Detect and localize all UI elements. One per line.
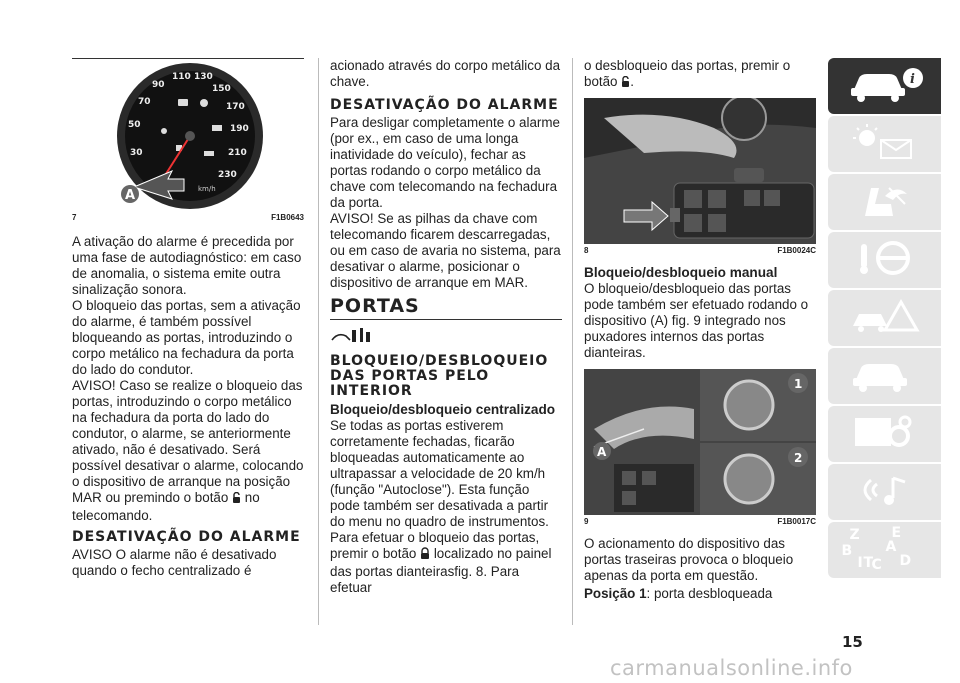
tab-maintenance[interactable]	[828, 348, 941, 404]
tab-index[interactable]	[828, 522, 941, 578]
tab-safety[interactable]	[828, 174, 941, 230]
watermark: carmanualsonline.info	[610, 656, 853, 680]
paragraph: Se todas as portas estiverem corretamente fechadas, ficarão bloqueadas automaticamente ao ultrapassar a velocidade de 20 km/h (função "Autoclose"). Esta função pode também ser desativada a partir do menu no quadro de instrumentos.	[330, 418, 549, 529]
subsection-heading: Bloqueio/desbloqueio centralizado	[330, 402, 556, 417]
figure-7-speedometer	[72, 59, 304, 211]
section-heading: DESATIVAÇÃO DO ALARME	[72, 529, 301, 545]
figure-number: 7	[72, 213, 77, 222]
paragraph: o desbloqueio das portas, premir o botão .	[584, 58, 816, 92]
chapter-tab-sidebar	[828, 58, 941, 580]
paragraph: A ativação do alarme é precedida por uma fase de autodiagnóstico: em caso de anomalia, o sistema emite outra sinalização sonora.	[72, 234, 302, 297]
heading-rule	[330, 319, 562, 320]
door-lock-symbol-icon	[330, 326, 562, 348]
speedo-tick-label: 70	[138, 97, 151, 107]
figure-number: 8	[584, 246, 589, 255]
figure-code: F1B0024C	[777, 246, 816, 255]
speedo-tick-label: 190	[230, 124, 249, 134]
speedo-tick-label: 170	[226, 102, 245, 112]
column-2	[330, 58, 562, 596]
speedo-tick-label: 230	[218, 170, 237, 180]
figure-code: F1B0017C	[777, 517, 816, 526]
speedo-tick-label: 50	[128, 120, 141, 130]
speedo-tick-label: 150	[212, 84, 231, 94]
warning-lights-icon	[845, 122, 925, 167]
section-heading: BLOQUEIO/DESBLOQUEIO DAS PORTAS PELO INTERIOR	[330, 353, 549, 399]
paragraph: O bloqueio/desbloqueio das portas pode também ser efetuado rodando o dispositivo (A) fig. 9 integrado nos puxadores internos das portas dianteiras.	[584, 281, 809, 360]
section-heading: DESATIVAÇÃO DO ALARME	[330, 97, 559, 113]
paragraph: AVISO! Se as pilhas da chave com telecomando ficarem descarregadas, ou em caso de avaria no sistema, para desativar o alarme, posicionar o dispositivo de arranque em MAR.	[330, 211, 561, 290]
figure-7-caption	[72, 213, 304, 222]
unlock-key-icon	[232, 492, 241, 508]
steering-key-icon	[845, 238, 925, 283]
page-number: 15	[842, 633, 863, 651]
airbag-seat-icon	[845, 180, 925, 225]
column-1	[72, 58, 304, 579]
speedo-tick-label: 90	[152, 80, 165, 90]
figure-label-2: 2	[794, 451, 803, 465]
paragraph: Posição 1: porta desbloqueada	[584, 586, 773, 601]
figure-code: F1B0643	[271, 213, 304, 222]
settings-gears-icon	[845, 412, 925, 457]
figure-label-a: A	[597, 445, 607, 459]
chapter-heading: PORTAS	[330, 295, 420, 317]
tab-technical-data[interactable]	[828, 406, 941, 462]
paragraph: Para efetuar o bloqueio das portas, premir o botão localizado no painel das portas dianteirasfig. 8. Para efetuar	[330, 530, 552, 595]
figure-8-caption	[584, 246, 816, 255]
paragraph: acionado através do corpo metálico da chave.	[330, 58, 561, 89]
figure-label-a: A	[125, 188, 136, 203]
svg-text:i: i	[909, 71, 915, 87]
tab-starting-driving[interactable]	[828, 232, 941, 288]
index-letters-icon: Z E B A I C T D	[841, 525, 912, 573]
multimedia-music-icon	[845, 470, 925, 515]
paragraph: O acionamento do dispositivo das portas traseiras provoca o bloqueio apenas da porta em questão.	[584, 536, 794, 583]
column-divider	[572, 58, 573, 625]
tab-warning-lights[interactable]	[828, 116, 941, 172]
emergency-icon	[845, 296, 925, 341]
paragraph: AVISO O alarme não é desativado quando o fecho centralizado é	[72, 547, 277, 578]
tab-emergency[interactable]	[828, 290, 941, 346]
paragraph: Para desligar completamente o alarme (por ex., em caso de uma longa inatividade do veículo), fechar as portas rodando o corpo metálico da chave com telecomando na fechadura da porta.	[330, 115, 560, 210]
figure-8-door-panel	[584, 98, 816, 244]
speedo-tick-label: 130	[194, 72, 213, 82]
tab-multimedia[interactable]	[828, 464, 941, 520]
tab-car-info[interactable]	[828, 58, 941, 114]
subsection-heading: Bloqueio/desbloqueio manual	[584, 265, 778, 280]
unlock-icon	[621, 76, 630, 92]
figure-label-1: 1	[794, 377, 803, 391]
speedo-tick-label: 210	[228, 148, 247, 158]
maintenance-icon	[845, 354, 925, 399]
speedo-unit: km/h	[198, 185, 216, 193]
car-info-icon	[845, 64, 925, 109]
speedo-tick-label: 30	[130, 148, 143, 158]
figure-number: 9	[584, 517, 589, 526]
lock-icon	[420, 547, 430, 564]
speedo-tick-label: 110	[172, 72, 191, 82]
figure-9-caption	[584, 517, 816, 526]
column-divider	[318, 58, 319, 625]
figure-9-door-handle	[584, 369, 816, 515]
paragraph: O bloqueio das portas, sem a ativação do alarme, é também possível bloqueando as portas, introduzindo o corpo metálico na fechadura da porta do lado do condutor.	[72, 298, 301, 377]
column-3	[584, 58, 816, 602]
paragraph: AVISO! Caso se realize o bloqueio das portas, introduzindo o corpo metálico na fechadura da porta do lado do condutor, o alarme, se anteriormente ativado, não é desativado. Será possível desativar o alarme, colocando o dispositivo de arranque na posição MAR ou premindo o botão no telecomando.	[72, 378, 304, 523]
